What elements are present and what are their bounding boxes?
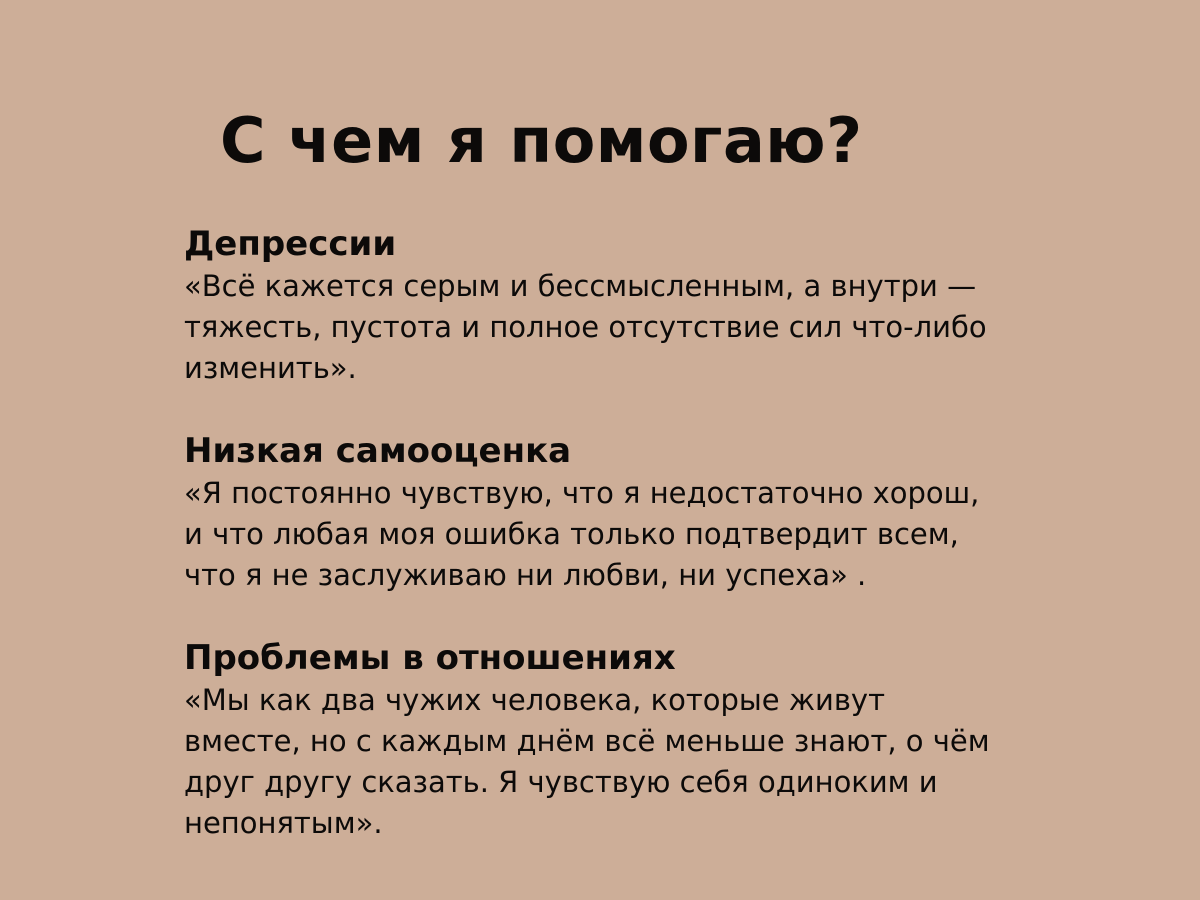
quote-line: тяжесть, пустота и полное отсутствие сил что-либо bbox=[184, 310, 987, 344]
help-topics-list bbox=[184, 222, 1044, 884]
topic-quote bbox=[184, 266, 1044, 389]
topic-quote bbox=[184, 473, 1044, 596]
topic-low-self-esteem bbox=[184, 429, 1044, 596]
topic-heading: Депрессии bbox=[184, 224, 397, 264]
topic-heading: Проблемы в отношениях bbox=[184, 638, 676, 678]
topic-quote bbox=[184, 680, 1044, 844]
topic-relationship-problems bbox=[184, 636, 1044, 844]
quote-line: вместе, но с каждым днём всё меньше знают, о чём bbox=[184, 724, 990, 758]
topic-heading: Низкая самооценка bbox=[184, 431, 572, 471]
quote-line: «Мы как два чужих человека, которые живут bbox=[184, 683, 885, 717]
page-title: С чем я помогаю? bbox=[220, 104, 863, 177]
quote-line: «Я постоянно чувствую, что я недостаточно хорош, bbox=[184, 476, 980, 510]
topic-depression bbox=[184, 222, 1044, 389]
quote-line: «Всё кажется серым и бессмысленным, а внутри — bbox=[184, 269, 977, 303]
quote-line: изменить». bbox=[184, 351, 357, 385]
quote-line: что я не заслуживаю ни любви, ни успеха» . bbox=[184, 558, 867, 592]
quote-line: друг другу сказать. Я чувствую себя одиноким и bbox=[184, 765, 938, 799]
quote-line: непонятым». bbox=[184, 806, 383, 840]
quote-line: и что любая моя ошибка только подтвердит всем, bbox=[184, 517, 959, 551]
